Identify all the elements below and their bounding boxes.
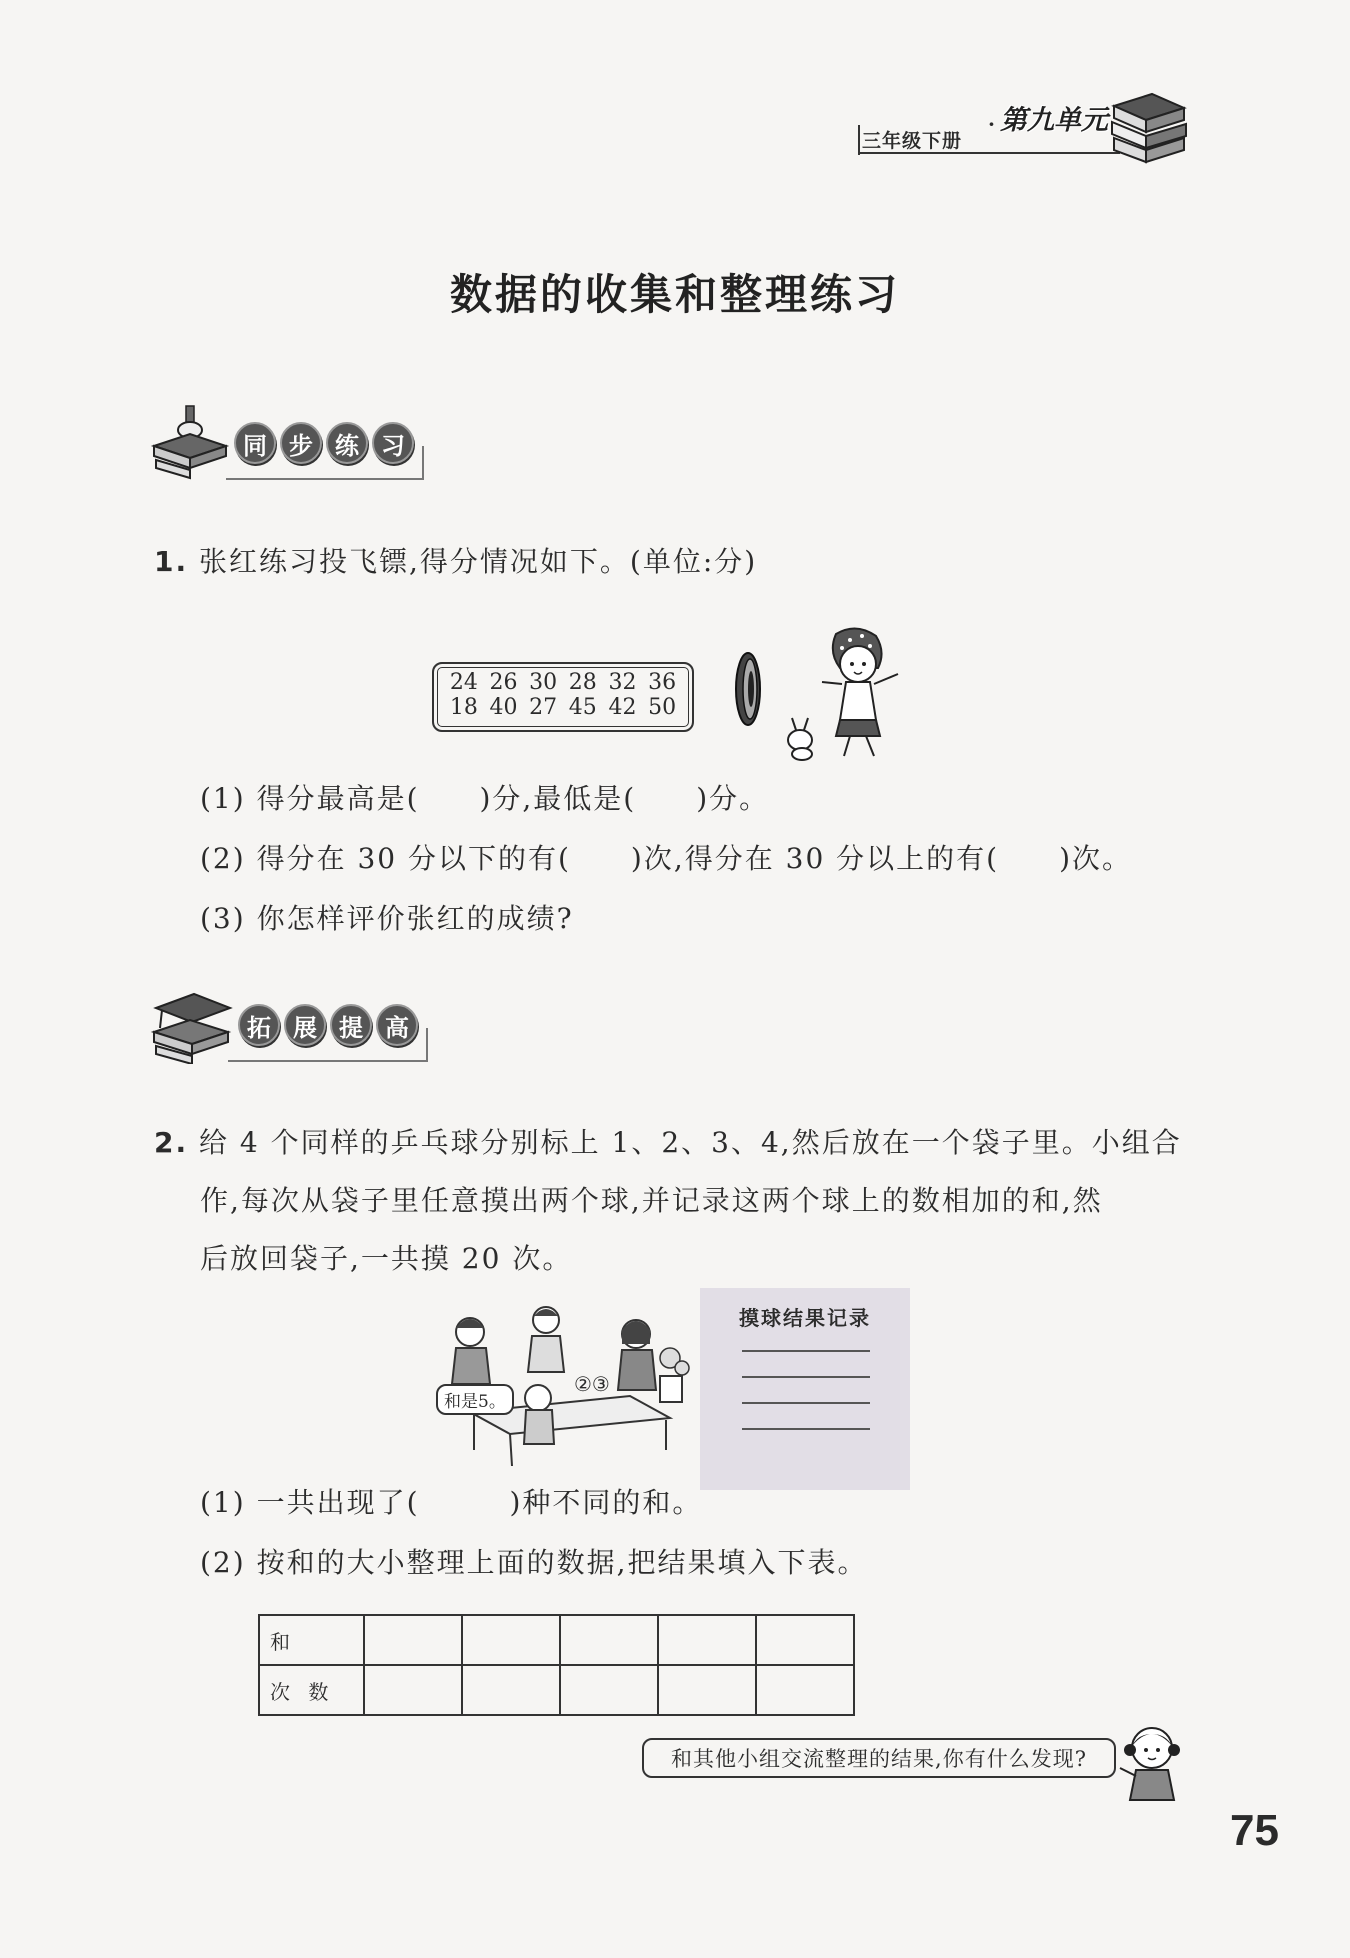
page-number: 75	[1230, 1806, 1279, 1855]
score-row	[434, 670, 692, 695]
header-divider	[858, 125, 860, 155]
section-char: 练	[326, 422, 368, 464]
books-icon	[1108, 88, 1188, 168]
score-box	[432, 662, 694, 732]
score: 36	[648, 670, 677, 695]
score: 30	[529, 670, 558, 695]
score: 24	[449, 670, 478, 695]
score: 26	[489, 670, 518, 695]
section-char: 习	[372, 422, 414, 464]
q1-sub2: (2) 得分在 30 分以下的有( )次,得分在 30 分以上的有( )次。	[200, 842, 1133, 875]
score: 45	[568, 695, 597, 720]
question-2-line3: 后放回袋子,一共摸 20 次。	[200, 1242, 573, 1275]
table-cell[interactable]	[658, 1665, 756, 1715]
table-cell[interactable]	[462, 1615, 560, 1665]
score: 28	[568, 670, 597, 695]
score: 42	[608, 695, 637, 720]
q1-sub3: (3) 你怎样评价张红的成绩?	[200, 902, 574, 935]
numbered-balls: ②③	[574, 1372, 610, 1396]
speech-sum-is-5: 和是5。	[436, 1384, 514, 1415]
table-cell[interactable]	[462, 1665, 560, 1715]
score: 50	[648, 695, 677, 720]
page-title: 数据的收集和整理练习	[449, 270, 900, 319]
sum-frequency-table	[258, 1614, 855, 1716]
graduation-cap-books-icon	[150, 988, 234, 1064]
score: 18	[449, 695, 478, 720]
question-1	[154, 545, 757, 579]
q2-sub1: (1) 一共出现了( )种不同的和。	[200, 1486, 703, 1519]
question-number: 1.	[154, 545, 189, 578]
score: 40	[489, 695, 518, 720]
section-heading-extension	[238, 1004, 418, 1046]
table-header-count: 次 数	[259, 1665, 364, 1715]
question-text: 给 4 个同样的乒乓球分别标上 1、2、3、4,然后放在一个袋子里。小组合	[199, 1126, 1182, 1159]
table-cell[interactable]	[364, 1665, 462, 1715]
table-cell[interactable]	[658, 1615, 756, 1665]
record-line	[742, 1350, 870, 1352]
section-char: 同	[234, 422, 276, 464]
grade-label: 三年级下册	[862, 130, 963, 152]
table-cell[interactable]	[756, 1665, 854, 1715]
score: 32	[608, 670, 637, 695]
table-row-count	[259, 1665, 854, 1715]
question-number: 2.	[154, 1126, 189, 1159]
table-header-sum: 和	[259, 1615, 364, 1665]
discussion-bubble: 和其他小组交流整理的结果,你有什么发现?	[642, 1738, 1116, 1778]
section-char: 提	[330, 1004, 372, 1046]
score-row	[434, 695, 692, 720]
score: 27	[529, 695, 558, 720]
header-dot: ·	[988, 112, 995, 136]
table-cell[interactable]	[560, 1615, 658, 1665]
question-2-line2: 作,每次从袋子里任意摸出两个球,并记录这两个球上的数相加的和,然	[200, 1184, 1103, 1217]
section-char: 步	[280, 422, 322, 464]
record-line	[742, 1428, 870, 1430]
record-card-title: 摸球结果记录	[739, 1306, 871, 1330]
q2-sub2: (2) 按和的大小整理上面的数据,把结果填入下表。	[200, 1546, 868, 1579]
record-line	[742, 1376, 870, 1378]
unit-label: 第九单元	[1000, 105, 1108, 136]
record-card	[700, 1288, 910, 1490]
section-char: 高	[376, 1004, 418, 1046]
table-cell[interactable]	[756, 1615, 854, 1665]
question-2-line1	[154, 1126, 1182, 1160]
question-prompt: 张红练习投飞镖,得分情况如下。(单位:分)	[199, 545, 758, 578]
section-heading-practice	[234, 422, 414, 464]
table-cell[interactable]	[560, 1665, 658, 1715]
record-line	[742, 1402, 870, 1404]
q1-sub1: (1) 得分最高是( )分,最低是( )分。	[200, 782, 770, 815]
table-cell[interactable]	[364, 1615, 462, 1665]
table-row-sum	[259, 1615, 854, 1665]
section-char: 展	[284, 1004, 326, 1046]
dartboard-icon	[730, 648, 770, 730]
section-char: 拓	[238, 1004, 280, 1046]
lamp-books-icon	[150, 404, 230, 480]
girl-thinking-icon	[1116, 1722, 1186, 1802]
girl-throwing-darts-illustration	[780, 624, 920, 764]
